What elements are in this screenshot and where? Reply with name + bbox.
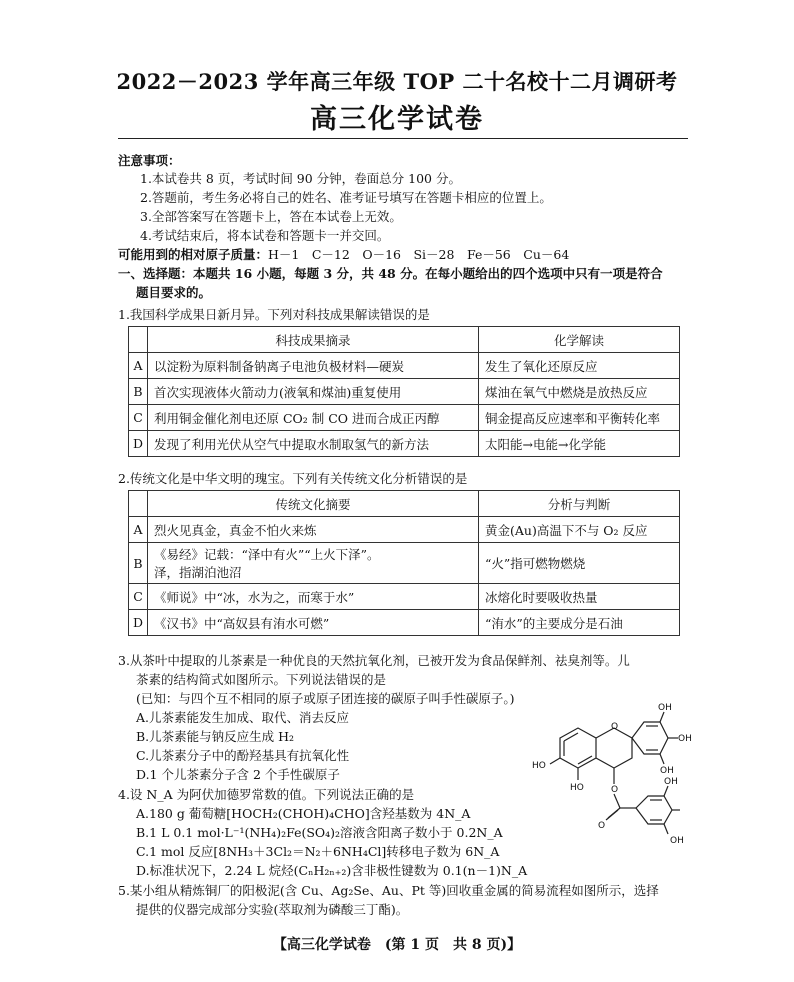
page-footer: 【高三化学试卷 (第 1 页 共 8 页)】 [272, 937, 522, 953]
q3-stem-line: 3.从茶叶中提取的儿茶素是一种优良的天然抗氧化剂，已被开发为食品保鲜剂、祛臭剂等。儿 [118, 653, 630, 668]
q2-header-content: 传统文化摘要 [148, 491, 479, 517]
q1-row-d [129, 431, 680, 457]
q2-row-content: 烈火见真金，真金不怕火来炼 [148, 517, 479, 543]
q2-row-content: 《汉书》中“高奴县有洧水可燃” [148, 610, 479, 636]
section-heading: 一、选择题：本题共 16 小题，每题 3 分，共 48 分。在每小题给出的四个选项中只有一项是符合 [118, 266, 663, 281]
notes-heading: 注意事项： [118, 153, 181, 168]
q4-option: C.1 mol 反应[8NH₃＋3Cl₂＝N₂＋6NH₄Cl]转移电子数为 6N_A [136, 844, 500, 859]
atom-label: O [611, 785, 619, 795]
catechin-structure-diagram [532, 700, 692, 890]
note-item: 2.答题前，考生务必将自己的姓名、准考证号填写在答题卡相应的位置上。 [140, 190, 552, 205]
atomic-masses [118, 246, 569, 263]
catechin-atom-labels [532, 703, 692, 846]
q5-stem-line: 5.某小组从精炼铜厂的阳极泥(含 Cu、Ag₂Se、Au、Pt 等)回收重金属的简易流程如图所示，选择 [118, 883, 659, 898]
title-divider [118, 138, 688, 139]
q2-row-analysis: “火”指可燃物燃烧 [479, 543, 680, 584]
atom-label: HO [570, 783, 584, 793]
q3-option: D.1 个儿茶素分子含 2 个手性碳原子 [136, 767, 340, 782]
atom-label: HO [532, 761, 546, 771]
benzene-ring-b [632, 722, 668, 754]
atom-label: OH [660, 766, 674, 776]
q2-row-analysis: 黄金(Au)高温下不与 O₂ 反应 [479, 517, 680, 543]
q3-stem-line: 茶素的结构简式如图所示。下列说法错误的是 [136, 672, 387, 687]
q4-option: D.标准状况下，2.24 L 烷烃(CₙH₂ₙ₊₂)含非极性键数为 0.1(n－1)N_A [136, 863, 528, 878]
q2-table [128, 490, 680, 636]
q1-row-analysis: 太阳能→电能→化学能 [479, 431, 680, 457]
q1-row-label: C [129, 405, 148, 431]
q1-row-content: 以淀粉为原料制备钠离子电池负极材料—硬炭 [148, 353, 479, 379]
q3-stem-line: (已知：与四个互不相同的原子或原子团连接的碳原子叫手性碳原子。) [136, 691, 515, 706]
pyran-ring [596, 728, 632, 768]
atom-label: OH [670, 836, 684, 846]
q1-table [128, 326, 680, 457]
q4-option: A.180 g 葡萄糖[HOCH₂(CHOH)₄CHO]含羟基数为 4N_A [136, 806, 471, 821]
q2-row-content [148, 543, 479, 584]
q4-stem: 4.设 N_A 为阿伏加德罗常数的值。下列说法正确的是 [118, 787, 415, 802]
q4-option: B.1 L 0.1 mol·L⁻¹(NH₄)₂Fe(SO₄)₂溶液含阳离子数小于 0.2N_A [136, 825, 503, 840]
q2-row-analysis: 冰熔化时要吸收热量 [479, 584, 680, 610]
q2-row-label: C [129, 584, 148, 610]
q2-row-label: A [129, 517, 148, 543]
q1-header-analysis: 化学解读 [479, 327, 680, 353]
exam-subtitle: 高三化学试卷 [310, 104, 484, 135]
benzene-ring-a [560, 728, 596, 768]
q2-row-a [129, 517, 680, 543]
atom-label: OH [658, 703, 672, 713]
atom-label: OH [664, 777, 678, 787]
atomic-masses-label: 可能用到的相对原子质量： [118, 247, 269, 262]
q3-option: A.儿茶素能发生加成、取代、消去反应 [136, 710, 350, 725]
note-item: 4.考试结束后，将本试卷和答题卡一并交回。 [140, 228, 390, 243]
q1-row-content: 利用铜金催化剂电还原 CO₂ 制 CO 进而合成正丙醇 [148, 405, 479, 431]
q1-row-label: A [129, 353, 148, 379]
q1-row-analysis: 发生了氧化还原反应 [479, 353, 680, 379]
q2-row-content-line: 泽，指湖泊池沼 [154, 565, 242, 580]
q2-row-label: D [129, 610, 148, 636]
q1-row-b [129, 379, 680, 405]
q1-header-content: 科技成果摘录 [148, 327, 479, 353]
q2-row-analysis: “洧水”的主要成分是石油 [479, 610, 680, 636]
q1-row-content: 首次实现液体火箭动力(液氧和煤油)重复使用 [148, 379, 479, 405]
q3-option: B.儿茶素能与钠反应生成 H₂ [136, 729, 295, 744]
q1-row-label: D [129, 431, 148, 457]
q3-option: C.儿茶素分子中的酚羟基具有抗氧化性 [136, 748, 350, 763]
q1-table-header [129, 327, 680, 353]
atomic-masses-values: H－1 C－12 O－16 Si－28 Fe－56 Cu－64 [268, 247, 570, 262]
q5-stem-line: 提供的仪器完成部分实验(萃取剂为磷酸三丁酯)。 [136, 902, 409, 917]
section-heading-cont: 题目要求的。 [136, 285, 212, 300]
q2-stem: 2.传统文化是中华文明的瑰宝。下列有关传统文化分析错误的是 [118, 471, 468, 486]
exam-title: 2022－2023 学年高三年级 TOP 二十名校十二月调研考 [116, 69, 678, 94]
atom-label: OH [678, 734, 692, 744]
q1-stem: 1.我国科学成果日新月异。下列对科技成果解读错误的是 [118, 307, 430, 322]
atom-label: O [611, 722, 619, 732]
q2-row-d [129, 610, 680, 636]
q1-row-analysis: 煤油在氧气中燃烧是放热反应 [479, 379, 680, 405]
atom-label: O [598, 821, 606, 831]
q2-row-label: B [129, 543, 148, 584]
q2-header-analysis: 分析与判断 [479, 491, 680, 517]
q1-row-label: B [129, 379, 148, 405]
q1-row-content: 发现了利用光伏从空气中提取水制取氢气的新方法 [148, 431, 479, 457]
q1-row-c [129, 405, 680, 431]
note-item: 1.本试卷共 8 页，考试时间 90 分钟，卷面总分 100 分。 [140, 171, 461, 186]
q2-row-b [129, 543, 680, 584]
q1-row-analysis: 铜金提高反应速率和平衡转化率 [479, 405, 680, 431]
q1-row-a [129, 353, 680, 379]
q2-row-content-line: 《易经》记载：“泽中有火”“上火下泽”。 [154, 547, 380, 562]
q2-row-c [129, 584, 680, 610]
q2-row-content: 《师说》中“冰，水为之，而寒于水” [148, 584, 479, 610]
note-item: 3.全部答案写在答题卡上，答在本试卷上无效。 [140, 209, 402, 224]
q2-table-header [129, 491, 680, 517]
